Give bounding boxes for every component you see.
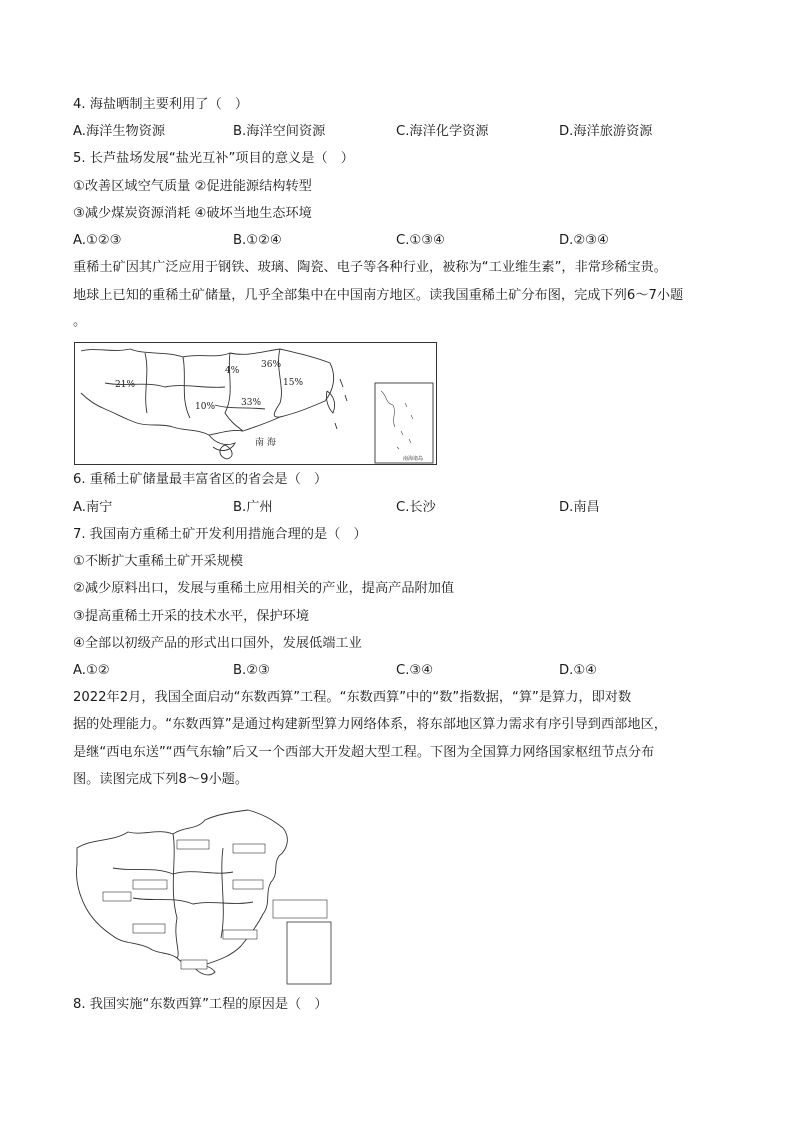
q6-option-a[interactable]: A.南宁 (73, 500, 113, 515)
q7-statement-1: ①不断扩大重稀土矿开采规模 (73, 554, 244, 569)
q4-option-a[interactable]: A.海洋生物资源 (73, 124, 166, 139)
q6-option-d[interactable]: D.南昌 (559, 500, 600, 515)
q5-option-c[interactable]: C.①③④ (396, 233, 445, 248)
map-label-21: 21% (115, 380, 136, 390)
map-label-inset: 南海诸岛 (403, 456, 424, 462)
q7-option-c[interactable]: C.③④ (396, 663, 434, 678)
passage-2-line-2: 据的处理能力。“东数西算”是通过构建新型算力网络体系，将东部地区算力需求有序引导到西部地区， (73, 717, 667, 732)
map-label-4: 4% (225, 366, 240, 376)
q7-statement-4: ④全部以初级产品的形式出口国外，发展低端工业 (73, 636, 362, 651)
q6-option-c[interactable]: C.长沙 (396, 500, 436, 515)
passage-2-line-4: 图。读图完成下列8～9小题。 (73, 772, 249, 787)
q5-option-a[interactable]: A.①②③ (73, 233, 122, 248)
rare-earth-map (74, 342, 437, 465)
q7-option-a[interactable]: A.①② (73, 663, 110, 678)
q5-stem: 5. 长芦盐场发展“盐光互补”项目的意义是（ ） (73, 151, 354, 166)
map-label-15: 15% (283, 378, 304, 388)
q4-option-b[interactable]: B.海洋空间资源 (233, 124, 326, 139)
q4-options (73, 123, 733, 141)
q4-option-d[interactable]: D.海洋旅游资源 (559, 124, 653, 139)
q5-option-b[interactable]: B.①②④ (233, 233, 282, 248)
q7-statement-2: ②减少原料出口，发展与重稀土应用相关的产业，提高产品附加值 (73, 581, 455, 596)
q8-stem: 8. 我国实施“东数西算”工程的原因是（ ） (73, 997, 328, 1012)
q4-option-c[interactable]: C.海洋化学资源 (396, 124, 489, 139)
map-label-36: 36% (261, 360, 282, 370)
passage-1-line-3: 。 (73, 314, 87, 329)
q6-options (73, 499, 733, 517)
map-label-10: 10% (195, 402, 216, 412)
q7-stem: 7. 我国南方重稀土矿开发利用措施合理的是（ ） (73, 527, 367, 542)
passage-1-line-2: 地球上已知的重稀土矿储量，几乎全部集中在中国南方地区。读我国重稀土矿分布图，完成下列6～7小题 (73, 288, 684, 303)
q7-options (73, 662, 733, 680)
q5-options (73, 232, 733, 250)
map-label-south-sea: 南 海 (255, 438, 276, 448)
computing-hub-map-drawing (73, 808, 335, 986)
q5-statement-2: ③减少煤炭资源消耗 ④破坏当地生态环境 (73, 206, 312, 221)
q7-option-b[interactable]: B.②③ (233, 663, 270, 678)
q6-stem: 6. 重稀土矿储量最丰富省区的省会是（ ） (73, 472, 328, 487)
rare-earth-map-drawing (75, 343, 436, 464)
q4-stem: 4. 海盐晒制主要利用了（ ） (73, 97, 249, 112)
passage-2-line-3: 是继“西电东送”“西气东输”后又一个西部大开发超大型工程。下图为全国算力网络国家枢纽节点分布 (73, 745, 655, 760)
map-label-33: 33% (241, 398, 262, 408)
q7-statement-3: ③提高重稀土开采的技术水平，保护环境 (73, 609, 310, 624)
computing-hub-map (73, 808, 335, 986)
q5-option-d[interactable]: D.②③④ (559, 233, 609, 248)
q6-option-b[interactable]: B.广州 (233, 500, 273, 515)
q7-option-d[interactable]: D.①④ (559, 663, 597, 678)
passage-2-line-1: 2022年2月，我国全面启动“东数西算”工程。“东数西算”中的“数”指数据，“算”是算力，即对数 (73, 690, 632, 705)
passage-1-line-1: 重稀土矿因其广泛应用于钢铁、玻璃、陶瓷、电子等各种行业，被称为“工业维生素”，非常珍稀宝贵。 (73, 260, 667, 275)
q5-statement-1: ①改善区域空气质量 ②促进能源结构转型 (73, 179, 312, 194)
